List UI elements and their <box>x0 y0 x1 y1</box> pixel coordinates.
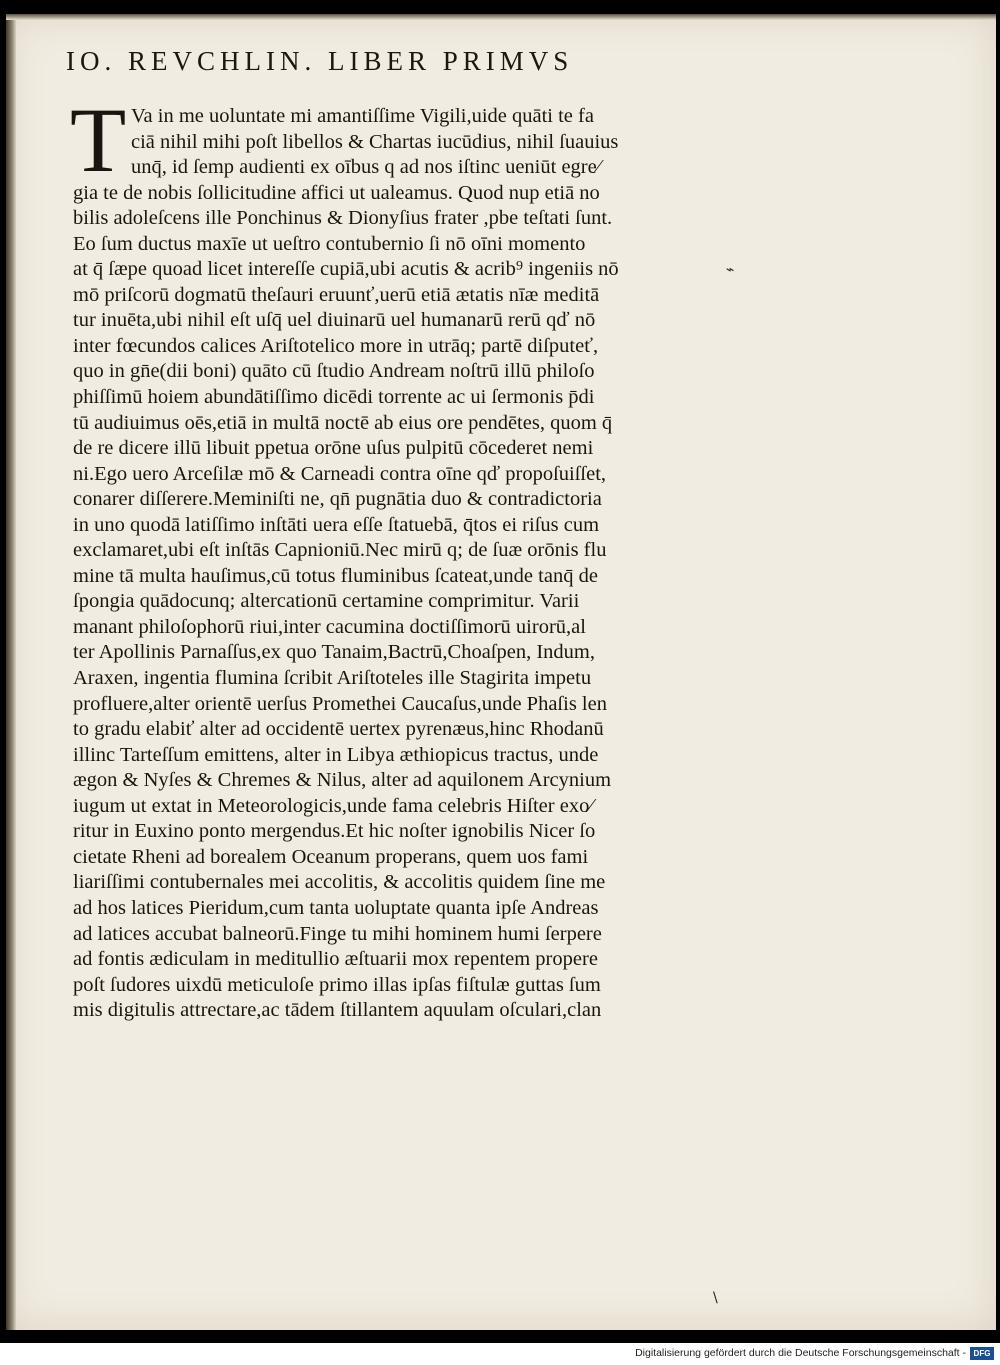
text-line: ritur in Euxino ponto mergendus.Et hic noſter ignobilis Nicer ſo <box>73 820 596 843</box>
dfg-logo-icon: DFG <box>970 1347 994 1360</box>
main-text-block <box>73 104 723 1024</box>
text-line: liariſſimi contubernales mei accolitis, & accolitis quidem ſine me <box>73 871 606 894</box>
text-line: de re dicere illū libuit ppetua orōne uſus pulpitū cōcederet nemi <box>73 437 594 460</box>
text-line: ſpongia quādocunq; altercationū certamine comprimitur. Varii <box>73 590 580 613</box>
text-line: profluere,alter orientē uerſus Promethei Caucaſus,unde Phaſis len <box>73 692 607 715</box>
text-line: ter Apollinis Parnaſſus,ex quo Tanaim,Bactrū,Choaſpen, Indum, <box>73 641 595 664</box>
digitization-footer <box>0 1343 1000 1365</box>
text-line: Araxen, ingentia flumina ſcribit Ariſtoteles ille Stagirita impetu <box>73 667 592 690</box>
text-line: to gradu elabiť alter ad occidentē uertex pyrenæus,hinc Rhodanū <box>73 718 604 741</box>
text-line: tū audiuimus oēs,etiā in multā noctē ab eius ore pendētes, quom q̄ <box>73 411 613 434</box>
drop-cap-initial: T <box>70 89 127 191</box>
text-line: unq̄, id ſemp audienti ex oībus q ad nos iſtinc ueniūt egre⁄ <box>131 156 601 179</box>
text-line: poſt ſudores uixdū meticuloſe primo illas ipſas fiſtulæ guttas ſum <box>73 973 601 996</box>
text-line: gia te de nobis ſollicitudine affici ut ualeamus. Quod nup etiā no <box>73 181 600 204</box>
text-line: Va in me uoluntate mi amantiſſime Vigili,uide quāti te fa <box>131 105 594 127</box>
text-line: tur inuēta,ubi nihil eſt uſq̄ uel diuinarū uel humanarū rerū qď nō <box>73 309 596 332</box>
text-line: illinc Tarteſſum emittens, alter in Libya æthiopicus tractus, unde <box>73 743 599 766</box>
text-line: Eo ſum ductus maxīe ut ueſtro contubernio ſi nō oīni momento <box>73 232 586 255</box>
text-line: iugum ut extat in Meteorologicis,unde fama celebris Hiſter exo⁄ <box>73 794 593 817</box>
text-line: manant philoſophorū riui,inter cacumina doctiſſimorū uirorū,al <box>73 615 586 638</box>
text-line: mis digitulis attrectare,ac tādem ſtillantem aquulam oſculari,clan <box>73 999 602 1022</box>
text-line: ni.Ego uero Arceſilæ mō & Carneadi contra oīne qď propoſuiſſet, <box>73 462 607 485</box>
margin-mark: ⌁ <box>726 262 735 278</box>
running-title: IO. REVCHLIN. LIBER PRIMVS <box>66 46 574 76</box>
text-line: cietate Rheni ad borealem Oceanum properans, quem uos fami <box>73 845 589 868</box>
text-line: mine tā multa hauſimus,cū totus fluminibus ſcateat,unde tanq̄ de <box>73 564 598 587</box>
text-line: inter fœcundos calices Ariſtotelico more in utrāq; partē diſputeť, <box>73 334 599 357</box>
text-line: ad hos latices Pieridum,cum tanta uoluptate quanta ipſe Andreas <box>73 896 599 919</box>
text-line: at q̄ ſæpe quoad licet intereſſe cupiā,ubi acutis & acrib⁹ ingeniis nō <box>73 258 619 281</box>
text-line: phiſſimū hoiem abundātiſſimo dicēdi torrente ac ui ſermonis p̄di <box>73 386 595 409</box>
page-mark: \ <box>713 1290 718 1306</box>
text-line: quo in gn̄e(dii boni) quāto cū ſtudio Andream noſtrū illū philoſo <box>73 360 595 383</box>
text-line: ciā nihil mihi poſt libellos & Chartas iucūdius, nihil ſuauius <box>131 130 619 153</box>
text-line: in uno quodā latiſſimo inſtāti uera eſſe ſtatuebā, q̄tos ei riſus cum <box>73 513 600 536</box>
text-line: mō priſcorū dogmatū theſauri eruunť,uerū etiā ætatis nīæ meditā <box>73 283 600 306</box>
funding-credit: Digitalisierung gefördert durch die Deutsche Forschungsgemeinschaft - <box>635 1347 966 1359</box>
text-line: ægon & Nyſes & Chremes & Nilus, alter ad aquilonem Arcynium <box>73 769 612 792</box>
text-line: conarer diſſerere.Meminiſti ne, qn̄ pugnātia duo & contradictoria <box>73 488 602 511</box>
page-top-edge <box>6 14 996 20</box>
text-line: bilis adoleſcens ille Ponchinus & Dionyſius frater ,pbe teſtati ſunt. <box>73 207 613 230</box>
page-binding-edge <box>6 14 16 1330</box>
text-line: ad fontis ædiculam in meditullio æſtuarii mox repentem propere <box>73 948 598 971</box>
text-line: exclamaret,ubi eſt inſtās Capnioniū.Nec mirū q; de ſuæ orōnis flu <box>73 539 607 562</box>
text-line: ad latices accubat balneorū.Finge tu mihi hominem humi ſerpere <box>73 922 602 945</box>
